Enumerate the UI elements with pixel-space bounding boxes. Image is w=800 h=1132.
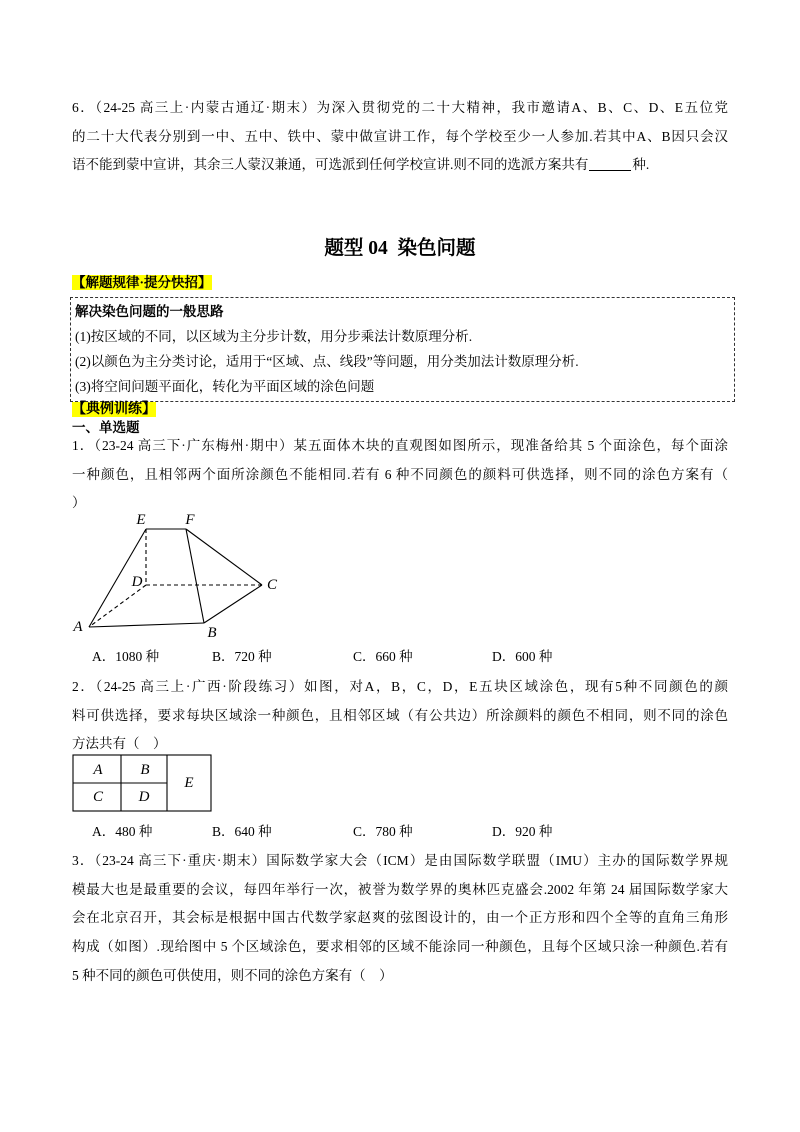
question-2-option-c: C．780 种 (353, 824, 413, 839)
practice-label-text: 【典例训练】 (72, 402, 156, 417)
region-label-e: E (184, 775, 194, 791)
question-6-line-3 (72, 151, 728, 180)
region-label-c: C (92, 789, 104, 805)
question-2-option-b: B．640 种 (212, 824, 272, 839)
question-3 (72, 847, 728, 990)
edge-fb (186, 529, 204, 623)
tips-box (70, 297, 735, 402)
tips-title: 解决染色问题的一般思路 (75, 304, 224, 319)
question-6-line-1: 6．（24-25 高三上·内蒙古通辽·期末）为深入贯彻党的二十大精神，我市邀请A、B、C、D、E五位党 (72, 100, 728, 115)
question-1-option-a: A．1080 种 (92, 649, 160, 664)
question-2-line-3: 方法共有（ ） (72, 736, 167, 752)
question-1-option-b: B．720 种 (212, 649, 272, 664)
question-2-option-a: A．480 种 (92, 824, 153, 839)
question-1-line-2: 一种颜色，且相邻两个面所涂颜色不能相同.若有 6 种不同颜色的颜料可供选择，则不同的涂色方案有（ (72, 466, 728, 482)
answer-blank (589, 156, 631, 171)
question-2 (72, 673, 728, 759)
edge-fc (186, 529, 262, 585)
question-6-line-2: 的二十大代表分别到一中、五中、铁中、蒙中做宣讲工作，每个学校至少一人参加.若其中A、B因只会汉 (72, 128, 728, 144)
vertex-label-d: D (131, 574, 143, 590)
question-1-line-3: ） (72, 495, 86, 511)
vertex-label-f: F (185, 512, 195, 528)
hidden-edge-da (89, 585, 146, 627)
question-3-line-4: 构成（如图）.现给图中 5 个区域涂色，要求相邻的区域不能涂同一种颜色，且每个区域只涂一种颜色.若有 (72, 939, 728, 955)
question-2-line-2: 料可供选择，要求每块区域涂一种颜色，且相邻区域（有公共边）所涂颜料的颜色不相同，则不同的涂色 (72, 707, 728, 723)
tips-item-1: (1)按区域的不同，以区域为主分步计数，用分步乘法计数原理分析. (75, 329, 473, 344)
question-2-line-1: 2．（24-25 高三上·广西·阶段练习）如图，对A，B，C，D，E五块区域涂色，现有5种不同颜色的颜 (72, 679, 728, 694)
question-1-option-c: C．660 种 (353, 649, 413, 664)
tips-item-3: (3)将空间问题平面化，转化为平面区域的涂色问题 (75, 379, 375, 394)
question-1-option-d: D．600 种 (492, 649, 553, 664)
edge-ab (89, 623, 204, 627)
vertex-label-a: A (73, 619, 83, 635)
section-heading: 题型 04 染色问题 (324, 238, 476, 259)
question-1-line-1: 1．（23-24 高三下·广东梅州·期中）某五面体木块的直观图如图所示，现准备给其 5 个面涂色，每个面涂 (72, 438, 728, 453)
vertex-label-c: C (266, 577, 278, 593)
region-label-b: B (140, 762, 150, 778)
question-6 (72, 94, 728, 180)
vertex-label-e: E (136, 512, 146, 528)
region-grid-figure (70, 750, 216, 816)
region-label-a: A (93, 762, 103, 778)
question-2-option-d: D．920 种 (492, 824, 553, 839)
question-3-line-5: 5 种不同的颜色可供使用，则不同的涂色方案有（ ） (72, 967, 393, 983)
region-label-d: D (138, 789, 150, 805)
question-6-line-3-tail: 种. (632, 157, 650, 173)
edge-bc (204, 585, 262, 623)
pentahedron-figure (60, 505, 300, 645)
question-3-line-1: 3．（23-24 高三下·重庆·期末）国际数学家大会（ICM）是由国际数学联盟（IMU）主办的国际数学界规 (72, 853, 728, 868)
vertex-label-b: B (207, 625, 217, 641)
question-2-options (0, 822, 800, 842)
question-3-line-3: 会在北京召开，其会标是根据中国古代数学家赵爽的弦图设计的，由一个正方形和四个全等的直角三角形 (72, 910, 728, 926)
tips-label-text: 【解题规律·提分快招】 (72, 275, 212, 290)
practice-label (72, 401, 156, 419)
tips-label (72, 274, 212, 292)
tips-item-2: (2)以颜色为主分类讨论，适用于“区域、点、线段”等问题，用分类加法计数原理分析. (75, 354, 579, 369)
subsection-title: 一、单选题 (72, 420, 140, 435)
question-1-options (0, 647, 800, 667)
question-6-line-3-text: 语不能到蒙中宣讲，其余三人蒙汉兼通，可选派到任何学校宣讲.则不同的选派方案共有 (72, 157, 589, 173)
question-3-line-2: 模最大也是最重要的会议，每四年举行一次，被誉为数学界的奥林匹克盛会.2002 年第 24 届国际数学家大 (72, 881, 728, 897)
